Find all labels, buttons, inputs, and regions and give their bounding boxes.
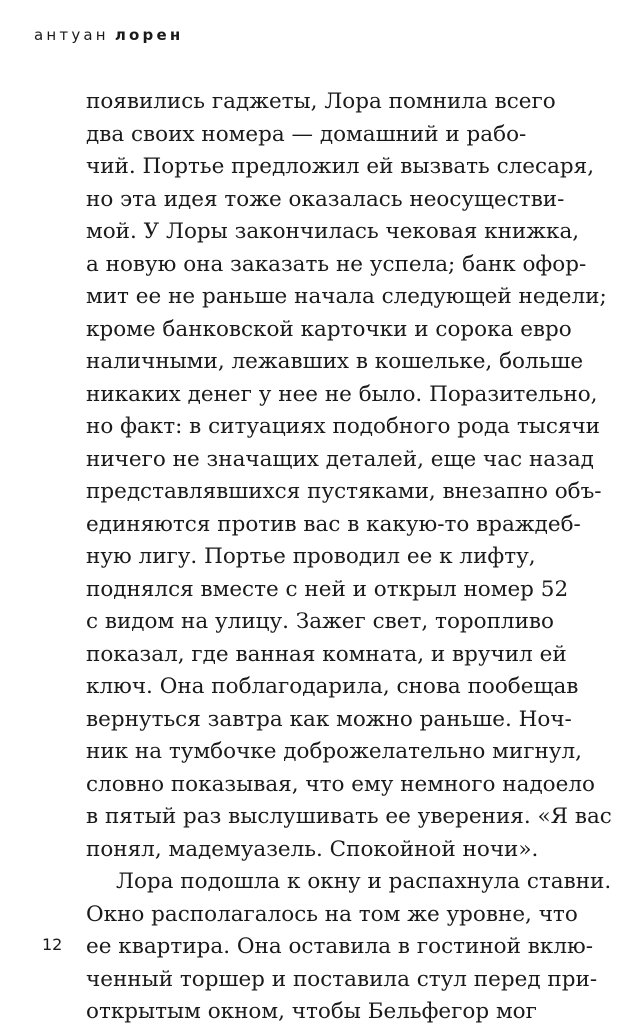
text-line: ник на тумбочке доброжелательно мигнул, [86, 739, 582, 764]
text-line: ную лигу. Портье проводил ее к лифту, [86, 544, 536, 569]
text-line: ченный торшер и поставила стул перед при- [86, 966, 598, 992]
text-line: наличными, лежавших в кошельке, больше [86, 349, 584, 374]
text-line: словно показывая, что ему немного надоело [86, 771, 595, 797]
text-line: кроме банковской карточки и сорока евро [86, 316, 572, 342]
text-line: но эта идея тоже оказалась неосуществи- [86, 186, 565, 212]
text-line: появились гаджеты, Лора помнила всего [86, 89, 556, 114]
text-line: понял, мадемуазель. Спокойной ночи». [86, 836, 539, 862]
text-line: ничего не значащих деталей, еще час назад [86, 446, 594, 472]
text-line: два своих номера — домашний и рабо- [86, 121, 527, 147]
text-line: в пятый раз выслушивать ее уверения. «Я вас [86, 804, 612, 829]
text-line: но факт: в ситуациях подобного рода тысячи [86, 414, 600, 439]
text-line: открытым окном, чтобы Бельфегор мог [86, 999, 537, 1024]
author-last-name: лорен [114, 26, 184, 44]
text-line: мой. У Лоры закончилась чековая книжка, [86, 219, 580, 244]
text-line: чий. Портье предложил ей вызвать слесаря, [86, 154, 595, 179]
page-number: 12 [42, 935, 63, 954]
running-header [34, 26, 183, 44]
text-line: вернуться завтра как можно раньше. Ноч- [86, 706, 572, 732]
text-line: единяются против вас в какую-то враждеб- [86, 511, 581, 537]
text-line: показал, где ванная комната, и вручил ей [86, 641, 567, 667]
text-line: ключ. Она поблагодарила, снова пообещав [86, 674, 579, 699]
text-line: ее квартира. Она оставила в гостиной вклю- [86, 934, 593, 959]
author-first-name: антуан [34, 26, 109, 44]
text-line: с видом на улицу. Зажег свет, торопливо [86, 609, 554, 634]
page-body-text [86, 86, 612, 1029]
text-line: а новую она заказать не успела; банк офор- [86, 251, 587, 277]
text-line: Окно располагалось на том же уровне, что [86, 901, 578, 927]
text-line: мит ее не раньше начала следующей недели; [86, 284, 607, 309]
text-line: поднялся вместе с ней и открыл номер 52 [86, 576, 569, 602]
text-line: представлявшихся пустяками, внезапно объ- [86, 479, 602, 504]
text-line: Лора подошла к окну и распахнула ставни. [116, 869, 612, 894]
text-line: никаких денег у нее не было. Поразительно, [86, 381, 598, 407]
